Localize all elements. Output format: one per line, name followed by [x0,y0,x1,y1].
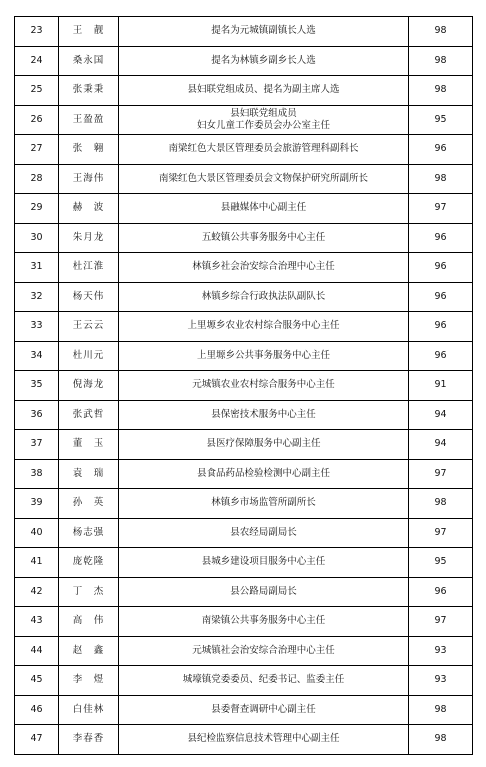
row-number-cell: 44 [15,636,59,666]
table-row [15,135,473,165]
proposed-post-cell: 县纪检监察信息技术管理中心副主任 [119,725,409,755]
row-number-cell: 36 [15,400,59,430]
row-number-cell: 24 [15,46,59,76]
score-cell: 98 [409,725,473,755]
person-name-cell: 桑永国 [59,46,119,76]
row-number-cell: 39 [15,489,59,519]
row-number-cell: 37 [15,430,59,460]
proposed-post-cell: 县农经局副局长 [119,518,409,548]
proposed-post-cell: 县妇联党组成员、提名为副主席人选 [119,76,409,106]
person-name-cell: 董 玉 [59,430,119,460]
proposed-post-cell: 林镇乡市场监管所副所长 [119,489,409,519]
person-name-cell: 李春香 [59,725,119,755]
score-cell: 98 [409,695,473,725]
row-number-cell: 27 [15,135,59,165]
row-number-cell: 32 [15,282,59,312]
proposed-post-cell: 林镇乡社会治安综合治理中心主任 [119,253,409,283]
person-name-cell: 丁 杰 [59,577,119,607]
person-name-cell: 杨天伟 [59,282,119,312]
person-name-cell: 李 煜 [59,666,119,696]
proposed-post-cell: 县公路局副局长 [119,577,409,607]
row-number-cell: 30 [15,223,59,253]
score-cell: 96 [409,135,473,165]
table-row [15,548,473,578]
proposed-post-cell: 县城乡建设项目服务中心主任 [119,548,409,578]
proposed-post-cell: 提名为林镇乡副乡长人选 [119,46,409,76]
person-name-cell: 王盈盈 [59,105,119,135]
row-number-cell: 42 [15,577,59,607]
row-number-cell: 33 [15,312,59,342]
row-number-cell: 43 [15,607,59,637]
score-cell: 97 [409,459,473,489]
table-row [15,312,473,342]
person-name-cell: 庞乾隆 [59,548,119,578]
score-cell: 96 [409,577,473,607]
table-row [15,400,473,430]
table-row [15,341,473,371]
table-row [15,76,473,106]
table-row [15,46,473,76]
person-name-cell: 朱月龙 [59,223,119,253]
table-row [15,194,473,224]
row-number-cell: 31 [15,253,59,283]
score-cell: 93 [409,666,473,696]
proposed-post-cell: 上里塬乡公共事务服务中心主任 [119,341,409,371]
person-name-cell: 杜江淮 [59,253,119,283]
table-row [15,459,473,489]
proposed-post-cell: 南梁红色大景区管理委员会文物保护研究所副所长 [119,164,409,194]
table-row [15,489,473,519]
score-cell: 96 [409,312,473,342]
row-number-cell: 25 [15,76,59,106]
proposed-post-cell: 南梁红色大景区管理委员会旅游管理科副科长 [119,135,409,165]
person-name-cell: 杜川元 [59,341,119,371]
row-number-cell: 41 [15,548,59,578]
person-name-cell: 王 靓 [59,17,119,47]
table-row [15,164,473,194]
score-cell: 97 [409,194,473,224]
proposed-post-cell: 县妇联党组成员 妇女儿童工作委员会办公室主任 [119,105,409,135]
proposed-post-cell: 上里塬乡农业农村综合服务中心主任 [119,312,409,342]
score-cell: 93 [409,636,473,666]
score-cell: 96 [409,253,473,283]
person-name-cell: 袁 瑞 [59,459,119,489]
person-name-cell: 孙 英 [59,489,119,519]
personnel-table [14,16,473,755]
table-row [15,607,473,637]
table-row [15,282,473,312]
row-number-cell: 23 [15,17,59,47]
row-number-cell: 45 [15,666,59,696]
person-name-cell: 王海伟 [59,164,119,194]
table-row [15,223,473,253]
score-cell: 98 [409,489,473,519]
row-number-cell: 40 [15,518,59,548]
row-number-cell: 26 [15,105,59,135]
proposed-post-cell: 南梁镇公共事务服务中心主任 [119,607,409,637]
person-name-cell: 高 伟 [59,607,119,637]
table-row [15,430,473,460]
row-number-cell: 34 [15,341,59,371]
table-row [15,725,473,755]
person-name-cell: 张 翱 [59,135,119,165]
score-cell: 95 [409,105,473,135]
person-name-cell: 赫 波 [59,194,119,224]
score-cell: 97 [409,518,473,548]
score-cell: 98 [409,76,473,106]
person-name-cell: 张武哲 [59,400,119,430]
table-row [15,518,473,548]
row-number-cell: 46 [15,695,59,725]
person-name-cell: 王云云 [59,312,119,342]
row-number-cell: 28 [15,164,59,194]
proposed-post-cell: 县融媒体中心副主任 [119,194,409,224]
score-cell: 98 [409,17,473,47]
proposed-post-cell: 县保密技术服务中心主任 [119,400,409,430]
person-name-cell: 赵 鑫 [59,636,119,666]
score-cell: 94 [409,430,473,460]
proposed-post-cell: 城壕镇党委委员、纪委书记、监委主任 [119,666,409,696]
table-row [15,577,473,607]
score-cell: 96 [409,341,473,371]
score-cell: 96 [409,282,473,312]
row-number-cell: 35 [15,371,59,401]
proposed-post-cell: 提名为元城镇副镇长人选 [119,17,409,47]
score-cell: 98 [409,46,473,76]
score-cell: 95 [409,548,473,578]
proposed-post-cell: 元城镇农业农村综合服务中心主任 [119,371,409,401]
person-name-cell: 倪海龙 [59,371,119,401]
table-row [15,636,473,666]
table-row [15,105,473,135]
row-number-cell: 29 [15,194,59,224]
score-cell: 96 [409,223,473,253]
proposed-post-cell: 五蛟镇公共事务服务中心主任 [119,223,409,253]
proposed-post-cell: 元城镇社会治安综合治理中心主任 [119,636,409,666]
proposed-post-cell: 县委督查调研中心副主任 [119,695,409,725]
table-row [15,666,473,696]
table-row [15,17,473,47]
score-cell: 94 [409,400,473,430]
table-row [15,371,473,401]
score-cell: 98 [409,164,473,194]
person-name-cell: 白佳林 [59,695,119,725]
proposed-post-cell: 县医疗保障服务中心副主任 [119,430,409,460]
person-name-cell: 杨志强 [59,518,119,548]
row-number-cell: 38 [15,459,59,489]
person-name-cell: 张秉秉 [59,76,119,106]
row-number-cell: 47 [15,725,59,755]
table-row [15,253,473,283]
score-cell: 97 [409,607,473,637]
proposed-post-cell: 林镇乡综合行政执法队副队长 [119,282,409,312]
table-row [15,695,473,725]
personnel-table-body [15,17,473,755]
proposed-post-cell: 县食品药品检验检测中心副主任 [119,459,409,489]
score-cell: 91 [409,371,473,401]
